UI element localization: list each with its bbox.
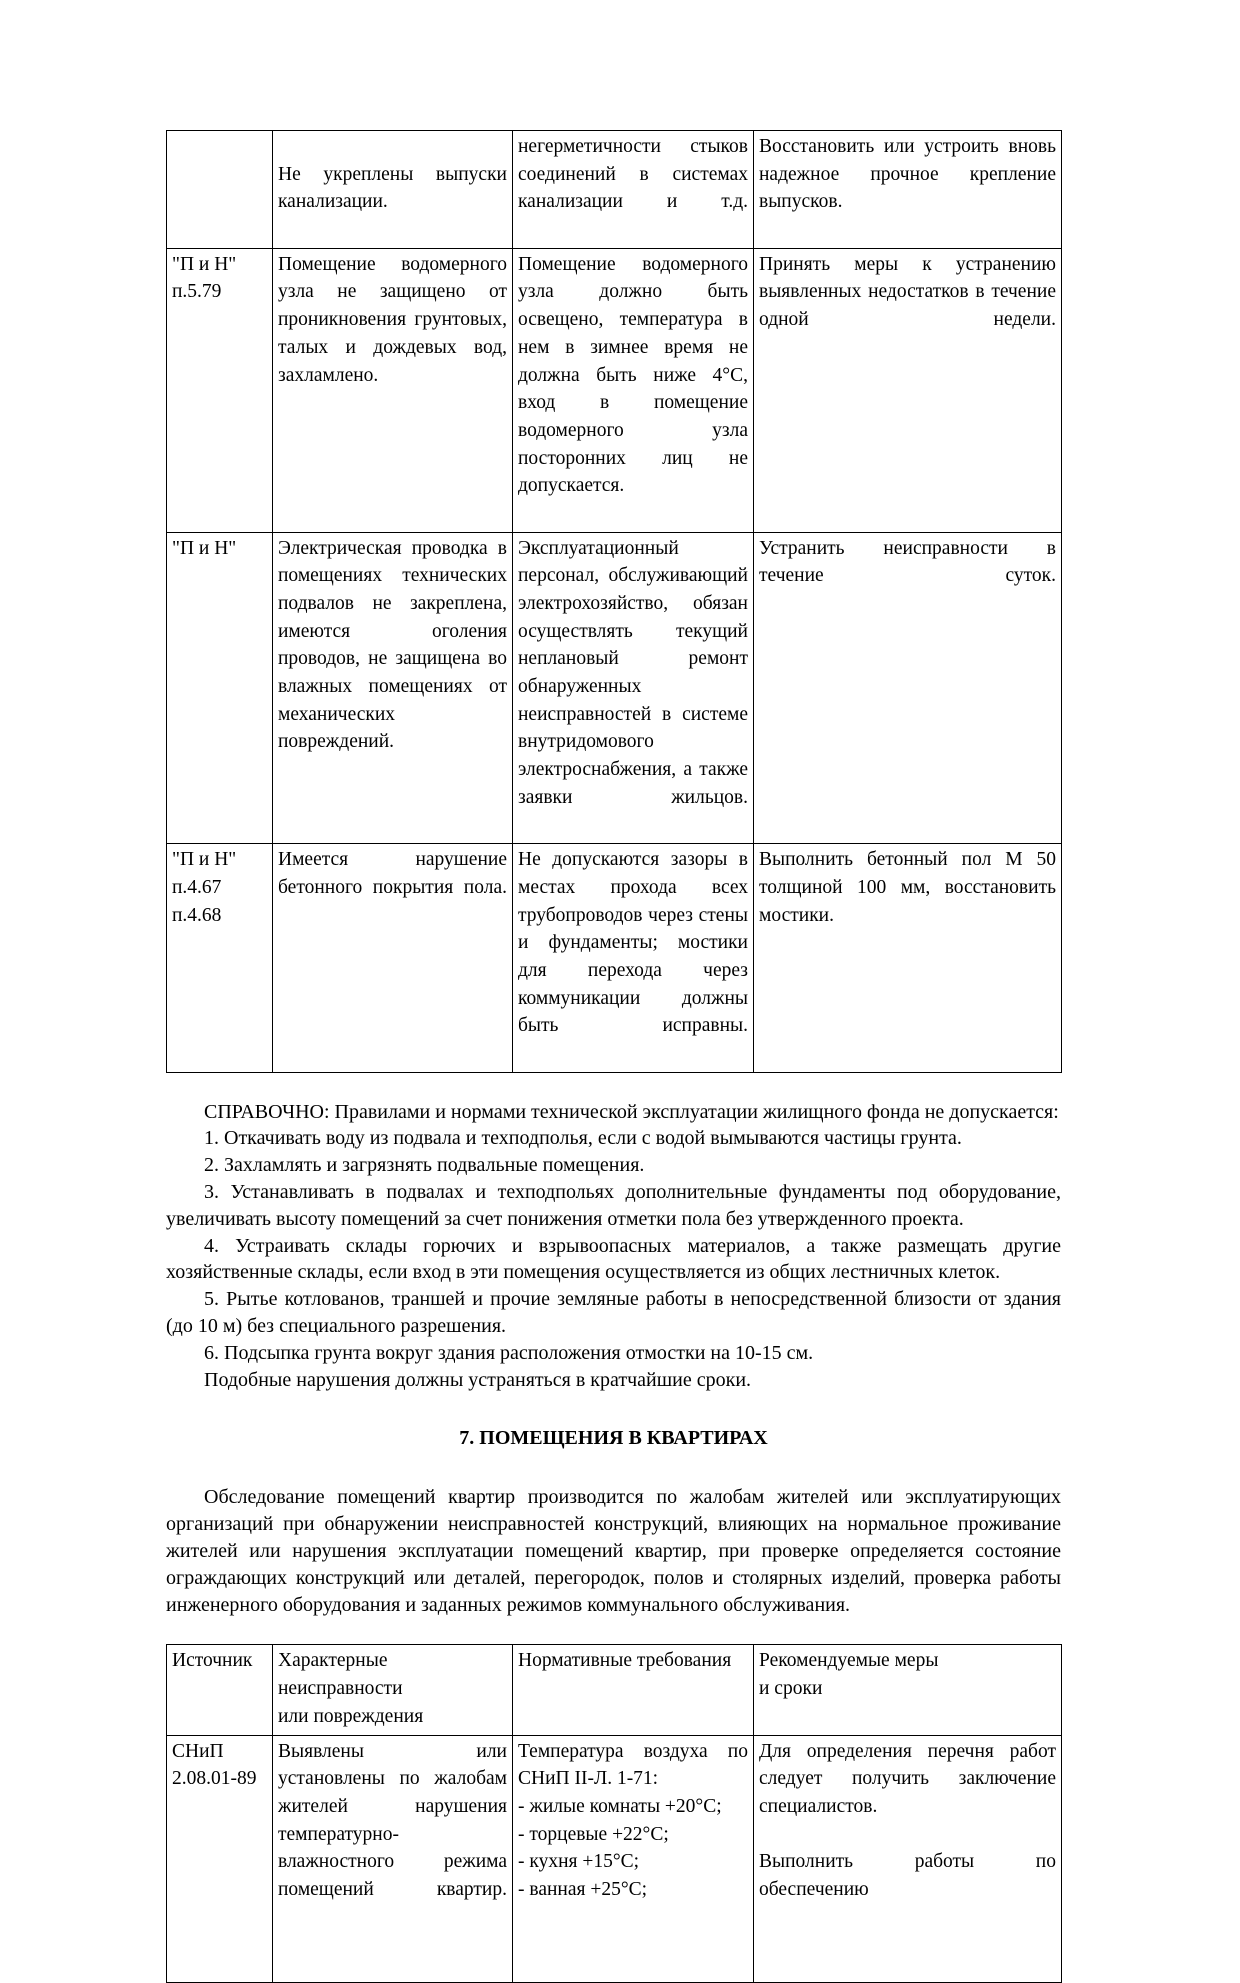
- cell-norm-intro: Температура воздуха по СНиП II-Л. 1-71:: [518, 1740, 748, 1790]
- cell-source: [167, 532, 273, 844]
- reference-item-3: 3. Устанавливать в подвалах и техподпольях дополнительные фундаменты под оборудование, увеличивать высоту помещений за счет понижения отметки пола без утвержденного проекта.: [166, 1181, 1061, 1230]
- cell-norm-text: Помещение водомерного узла должно быть освещено, температура в нем в зимнее время не должна быть ниже 4°С, вход в помещение водомерного узла посторонних лиц не допускается.: [518, 253, 748, 497]
- source-line: "П и Н": [172, 537, 237, 559]
- spacer: [166, 1618, 1061, 1644]
- table-row: [167, 131, 1062, 249]
- reference-intro: СПРАВОЧНО: Правилами и нормами технической эксплуатации жилищного фонда не допускается:: [204, 1100, 1059, 1123]
- table-row: [167, 844, 1062, 1073]
- cell-recommendation: [754, 844, 1062, 1073]
- cell-norm: [513, 844, 754, 1073]
- cell-source: [167, 248, 273, 532]
- source-line: п.5.79: [172, 281, 222, 303]
- cell-defect-text: Выявлены или установлены по жалобам жителей нарушения температурно-влажностного режима помещений квартир.: [278, 1740, 507, 1900]
- cell-defect-text: Электрическая проводка в помещениях технических подвалов не закреплена, имеются оголения проводов, не защищена во влажных помещениях от механических повреждений.: [278, 537, 507, 753]
- reference-item-2: 2. Захламлять и загрязнять подвальные помещения.: [204, 1154, 645, 1177]
- cell-recommendation: [754, 1735, 1062, 1982]
- cell-recommendation-text: Восстановить или устроить вновь надежное прочное крепление выпусков.: [759, 136, 1056, 213]
- cell-recommendation-part1: Для определения перечня работ следует получить заключение специалистов.: [759, 1740, 1056, 1817]
- section-intro-paragraph: Обследование помещений квартир производится по жалобам жителей или эксплуатирующих организаций при обнаружении неисправностей конструкций, влияющих на нормальное проживание жителей или нарушения эксплуатации помещений квартир, при проверке определяется состояние ограждающих конструкций или деталей, перегородок, полов и столярных изделий, проверка работы инженерного оборудования и заданных режимов коммунального обслуживания.: [166, 1486, 1061, 1616]
- source-line: "П и Н": [172, 253, 237, 275]
- header-rec-line2: и сроки: [759, 1678, 823, 1700]
- source-line: п.4.67: [172, 876, 222, 898]
- cell-defect: [273, 248, 513, 532]
- cell-recommendation: [754, 248, 1062, 532]
- header-defect-line1: Характерные неисправности: [278, 1650, 403, 1700]
- cell-norm-item: - торцевые +22°С;: [518, 1823, 669, 1845]
- cell-recommendation: [754, 131, 1062, 249]
- source-line: СНиП: [172, 1740, 224, 1762]
- spacer: [166, 1450, 1061, 1484]
- cell-recommendation-text: Принять меры к устранению выявленных недостатков в течение одной недели.: [759, 253, 1056, 331]
- reference-item-6: 6. Подсыпка грунта вокруг здания расположения отмостки на 10-15 см.: [204, 1341, 814, 1364]
- header-norm: Нормативные требования: [513, 1645, 754, 1735]
- page-content: [166, 130, 1061, 1983]
- cell-norm-item: - кухня +15°С;: [518, 1851, 640, 1873]
- cell-norm: [513, 1735, 754, 1982]
- source-line: п.4.68: [172, 904, 222, 926]
- cell-defect: [273, 532, 513, 844]
- cell-defect-text: Помещение водомерного узла не защищено от проникновения грунтовых, талых и дождевых вод, захламлено.: [278, 253, 507, 386]
- cell-norm-text: негерметичности стыков соединений в системах канализации и т.д.: [518, 136, 748, 213]
- apartments-table: [166, 1644, 1062, 1982]
- reference-block: [166, 1099, 1061, 1394]
- table-row: [167, 532, 1062, 844]
- table-row: [167, 1735, 1062, 1982]
- source-line: 2.08.01-89: [172, 1768, 257, 1790]
- header-rec-line1: Рекомендуемые меры: [759, 1650, 939, 1672]
- cell-norm: [513, 532, 754, 844]
- continuation-table: [166, 130, 1062, 1073]
- table-row: [167, 248, 1062, 532]
- cell-recommendation-text: Выполнить бетонный пол М 50 толщиной 100 мм, восстановить мостики.: [759, 849, 1056, 926]
- header-source: Источник: [167, 1645, 273, 1735]
- reference-item-5: 5. Рытье котлованов, траншей и прочие земляные работы в непосредственной близости от здания (до 10 м) без специального разрешения.: [166, 1288, 1061, 1338]
- cell-norm-text: Эксплуатационный персонал, обслуживающий электрохозяйство, обязан осуществлять текущий неплановый ремонт обнаруженных неисправностей в системе внутридомового электроснабжения, а также заявки жильцов.: [518, 537, 748, 808]
- header-defect-line2: или повреждения: [278, 1705, 424, 1727]
- reference-item-4: 4. Устраивать склады горючих и взрывоопасных материалов, а также размещать другие хозяйственные склады, если вход в эти помещения осуществляется из общих лестничных клеток.: [166, 1234, 1061, 1284]
- section-heading: 7. ПОМЕЩЕНИЯ В КВАРТИРАХ: [459, 1427, 768, 1450]
- cell-source: [167, 844, 273, 1073]
- cell-norm-text: Не допускаются зазоры в местах прохода всех трубопроводов через стены и фундаменты; мостики для перехода через коммуникации должны быть исправны.: [518, 849, 748, 1037]
- cell-norm-item: - жилые комнаты +20°С;: [518, 1795, 722, 1817]
- cell-norm: [513, 131, 754, 249]
- cell-defect: [273, 1735, 513, 1982]
- cell-source: [167, 131, 273, 249]
- cell-defect-text: Не укреплены выпуски канализации.: [278, 163, 507, 213]
- cell-defect-text: Имеется нарушение бетонного покрытия пола.: [278, 849, 507, 898]
- cell-source: [167, 1735, 273, 1982]
- cell-recommendation: [754, 532, 1062, 844]
- cell-norm: [513, 248, 754, 532]
- header-defect: [273, 1645, 513, 1735]
- reference-closing: Подобные нарушения должны устраняться в кратчайшие сроки.: [204, 1368, 752, 1391]
- cell-defect: [273, 131, 513, 249]
- header-recommendation: [754, 1645, 1062, 1735]
- cell-norm-item: - ванная +25°С;: [518, 1878, 648, 1900]
- source-line: "П и Н": [172, 849, 237, 871]
- cell-recommendation-text: Устранить неисправности в течение суток.: [759, 537, 1056, 587]
- reference-item-1: 1. Откачивать воду из подвала и техподполья, если с водой вымываются частицы грунта.: [204, 1127, 962, 1150]
- cell-recommendation-part2: Выполнить работы по обеспечению: [759, 1851, 1056, 1900]
- spacer: [166, 1073, 1061, 1099]
- table-header-row: [167, 1645, 1062, 1735]
- cell-defect: [273, 844, 513, 1073]
